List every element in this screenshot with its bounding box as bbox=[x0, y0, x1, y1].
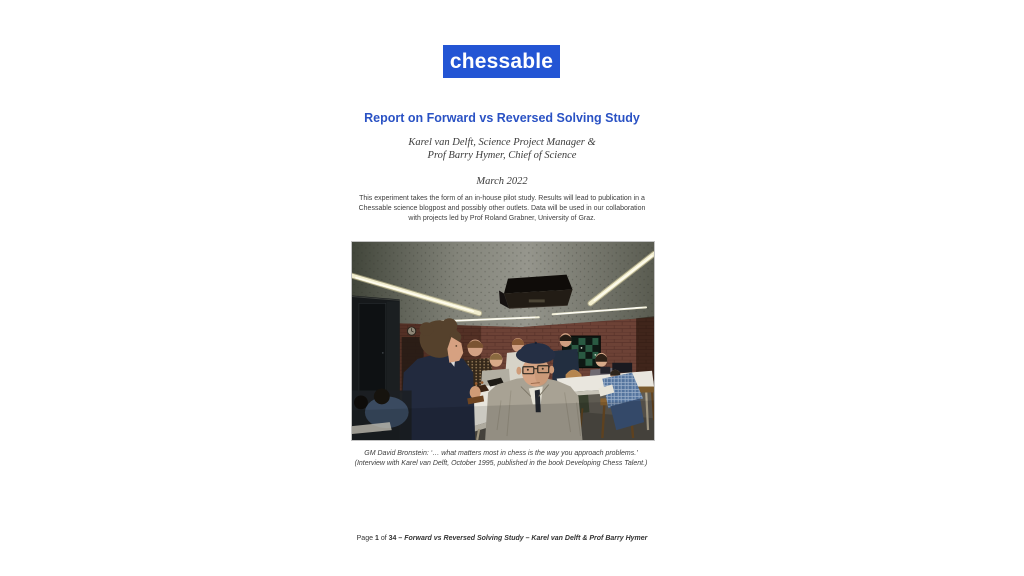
intro-paragraph bbox=[349, 194, 655, 224]
page-title: Report on Forward vs Reversed Solving Study bbox=[364, 111, 640, 125]
intro-line2: Chessable science blogpost and possibly other outlets. Data will be used in our collaboration bbox=[358, 205, 646, 212]
footer-page-label: Page bbox=[356, 535, 373, 542]
footer-separator: – bbox=[398, 535, 403, 542]
chessable-logo-text: chessable bbox=[449, 49, 554, 73]
intro-line3: with projects led by Prof Roland Grabner, University of Graz. bbox=[408, 215, 596, 222]
photo-caption bbox=[301, 449, 701, 468]
byline-line2: Prof Barry Hymer, Chief of Science bbox=[427, 150, 577, 161]
wall-clock bbox=[407, 327, 415, 335]
ceiling-projector bbox=[499, 275, 573, 309]
classroom-photo-illustration bbox=[352, 242, 654, 440]
byline-line1: Karel van Delft, Science Project Manager & bbox=[408, 137, 596, 148]
footer-doc-title: Forward vs Reversed Solving Study – Karel van Delft & Prof Barry Hymer bbox=[404, 535, 648, 542]
chessable-logo bbox=[443, 45, 560, 78]
footer-of-label: of bbox=[380, 535, 387, 542]
footer-page-number: 1 bbox=[374, 535, 379, 542]
photo-caption-line1: GM David Bronstein: ‘… what matters most in chess is the way you approach problems.’ bbox=[364, 450, 638, 457]
photo-caption-line2: (Interview with Karel van Delft, October 1995, published in the book Developing Chess Talent.) bbox=[354, 459, 648, 467]
page-footer bbox=[312, 535, 692, 542]
date-line: March 2022 bbox=[476, 176, 528, 187]
byline bbox=[262, 136, 742, 162]
footer-page-total: 34 bbox=[388, 535, 397, 542]
intro-line1: This experiment takes the form of an in-house pilot study. Results will lead to publication in a bbox=[359, 195, 645, 202]
classroom-photo bbox=[351, 241, 655, 441]
